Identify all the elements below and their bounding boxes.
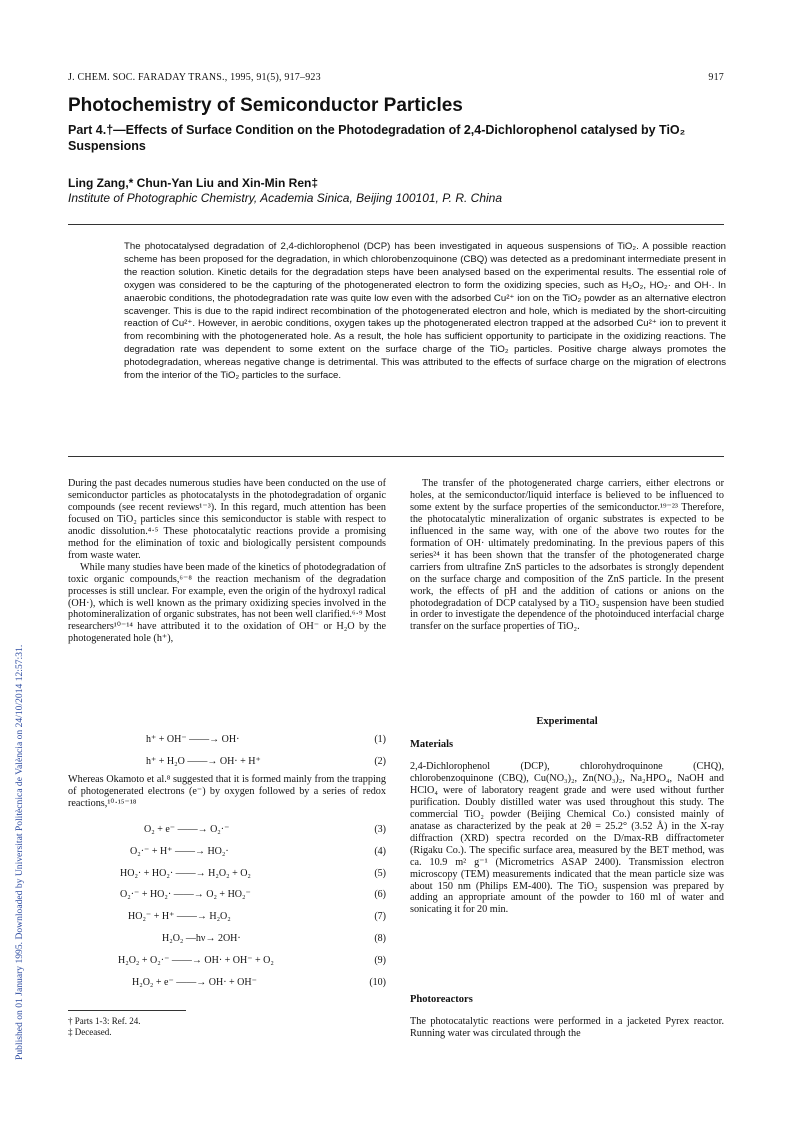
- equation-block-b: [68, 824, 386, 998]
- materials-paragraph: 2,4-Dichlorophenol (DCP), chlorohydroquinone (CHQ), chlorobenzoquinone (CBQ), Cu(NO₃)₂, Zn(NO₃)₂, Na₂HPO₄, NaOH and HClO₄ were of laboratory reagent grade and were used without further purification. Doubly distilled water was used throughout this study. The commercial TiO₂ powder (Beijing Chemical Co.) consisted mainly of anatase as characterized by the peak at 2θ = 25.2° (3.52 Å) in the X-ray diffraction (XRD) spectra recorded on the D/max-RB diffractometer (Rigaku Co.). The specific surface area, measured by the BET method, was ca. 10.9 m² g⁻¹ (Micrometrics ASAP 2400). Transmission electron microscopy (TEM) measurements indicated that the mean particle size was about 150 nm (Philips EM-400). The TiO₂ suspension was prepared by adding an appropriate amount of the powder to 160 ml of water and sonicating it for 20 min.: [410, 761, 724, 916]
- paper-title: Photochemistry of Semiconductor Particles: [68, 95, 463, 116]
- authors: Ling Zang,* Chun-Yan Liu and Xin-Min Ren‡: [68, 176, 318, 190]
- right-paragraph-1: The transfer of the photogenerated charge carriers, either electrons or holes, at the semiconductor/liquid interface is believed to be influenced to some extent by the surface properties of the semiconductor.¹⁹⁻²³ Therefore, the photocatalytic mineralization of organic substrates is expected to be influenced in the same way, with one of the above two routes for the formation of OH· ultimately predominating. In the previous papers of this series²⁴ it has been shown that the transfer of the photogenerated charge carriers from ultrafine ZnS particles to the adsorbates is strongly dependent on the surface charge and composition of the ZnS particle. In the present work, the effects of pH and the addition of cations or anions on the photodegradation of DCP catalysed by a TiO₂ suspension have been studied in order to investigate the dependence of the photoinduced interfacial charge transfer on the surface properties of TiO₂.: [410, 478, 724, 633]
- equation-8: H₂O₂ —hν→ 2OH· (8): [162, 932, 386, 944]
- equation-3: O₂ + e⁻ ——→ O₂·⁻ (3): [144, 824, 386, 835]
- download-watermark: Published on 01 January 1995. Downloaded by Universitat Politècnica de València on 24/10/2014 12:57:31.: [14, 644, 25, 1060]
- heading-photoreactors: Photoreactors: [410, 994, 473, 1005]
- equation-block-a: [68, 734, 386, 778]
- intro-paragraph-3: Whereas Okamoto et al.⁸ suggested that it is formed mainly from the trapping of photogenerated electrons (e⁻) by oxygen followed by a series of redox reactions,¹⁰·¹⁵⁻¹⁸: [68, 774, 386, 809]
- photoreactors-paragraph: The photocatalytic reactions were performed in a jacketed Pyrex reactor. Running water was circulated through the: [410, 1016, 724, 1039]
- institution: Institute of Photographic Chemistry, Academia Sinica, Beijing 100101, P. R. China: [68, 191, 503, 205]
- divider: [68, 456, 724, 457]
- equation-7: HO₂⁻ + H⁺ ——→ H₂O₂ (7): [128, 911, 386, 923]
- equation-4: O₂·⁻ + H⁺ ——→ HO₂· (4): [130, 845, 386, 857]
- heading-experimental: Experimental: [536, 716, 598, 727]
- equation-1: h⁺ + OH⁻ ——→ OH· (1): [146, 734, 386, 745]
- equation-6: O₂·⁻ + HO₂· ——→ O₂ + HO₂⁻ (6): [120, 889, 386, 901]
- divider: [68, 224, 724, 225]
- equation-10: H₂O₂ + e⁻ ——→ OH· + OH⁻ (10): [132, 976, 386, 988]
- intro-paragraph-1: During the past decades numerous studies have been conducted on the use of semiconductor particles as photocatalysts in the photodegradation of organic compounds (see recent reviews¹⁻³). In this regard, much attention has been focused on TiO₂ particles since this semiconductor is stable with respect to anodic dissolution.⁴·⁵ These photocatalytic reactions provide a promising method for the elimination of toxic and biologically persistent compounds from waste water.: [68, 478, 386, 561]
- paper-subtitle: Part 4.†—Effects of Surface Condition on the Photodegradation of 2,4-Dichlorophenol catalysed by TiO₂ Suspensions: [68, 123, 686, 153]
- page-number: 917: [708, 72, 724, 83]
- photoreactors-section: [410, 1016, 724, 1040]
- heading-materials: Materials: [410, 739, 454, 750]
- equation-2: h⁺ + H₂O ——→ OH· + H⁺ (2): [146, 755, 386, 767]
- footnote-deceased: ‡ Deceased.: [68, 1027, 112, 1037]
- journal-header: J. CHEM. SOC. FARADAY TRANS., 1995, 91(5), 917–923: [68, 72, 321, 83]
- left-column-continued: [68, 774, 386, 810]
- equation-5: HO₂· + HO₂· ——→ H₂O₂ + O₂ (5): [120, 867, 386, 879]
- left-column: [68, 478, 386, 645]
- intro-paragraph-2: While many studies have been made of the kinetics of photodegradation of toxic organic compounds,⁶⁻⁸ the reaction mechanism of the degradation processes is still unclear. For example, even the origin of the hydroxyl radical (OH·), which is well known as the primary oxidizing species involved in the photomineralization of organic substrates, has not been well clarified.⁶·⁹ Most researchers¹⁰⁻¹⁴ have attributed it to the oxidation of OH⁻ or H₂O by the photogenerated hole (h⁺),: [68, 561, 386, 645]
- right-column: [410, 478, 724, 633]
- equation-9: H₂O₂ + O₂·⁻ ——→ OH· + OH⁻ + O₂ (9): [118, 954, 386, 966]
- footnote-rule: [68, 1010, 186, 1011]
- abstract: The photocatalysed degradation of 2,4-dichlorophenol (DCP) has been investigated in aqueous suspensions of TiO₂. A possible reaction scheme has been proposed for the degradation, in which chlorobenzoquinone (CBQ) was detected as a predominant intermediate present in the reaction solution. Kinetic details for the degradation steps have been analysed based on the experimental results. The essential role of oxygen was considered to be the capturing of the photogenerated electron to form the oxidizing species, such as H₂O₂, HO₂· and OH·. In anaerobic conditions, the photodegradation rate was quite low even with the adsorbed Cu²⁺ ion on the TiO₂ powder as an alternative electron scavenger. This is due to the rapid indirect recombination of the photogenerated electron and hole, which is mediated by the short-circuiting reaction of Cu²⁺. However, in aerobic conditions, oxygen takes up the photogenerated electron trapped at the adsorbed Cu²⁺ ion to prevent it from recombining with the photogenerated hole. As a result, the hole has sufficient opportunity to participate in the oxidizing reactions. The degradation rate was dependent to some extent on the surface charge of the TiO₂ particles. Positive charge always promotes the photodegradation, whereas negative change is detrimental. This was attributed to the effects of surface charge on the migration of electrons from the interior of the TiO₂ particles to the surface.: [124, 241, 726, 382]
- materials-section: [410, 761, 724, 916]
- footnote-parts: † Parts 1-3: Ref. 24.: [68, 1016, 141, 1026]
- footnotes: [68, 1016, 141, 1038]
